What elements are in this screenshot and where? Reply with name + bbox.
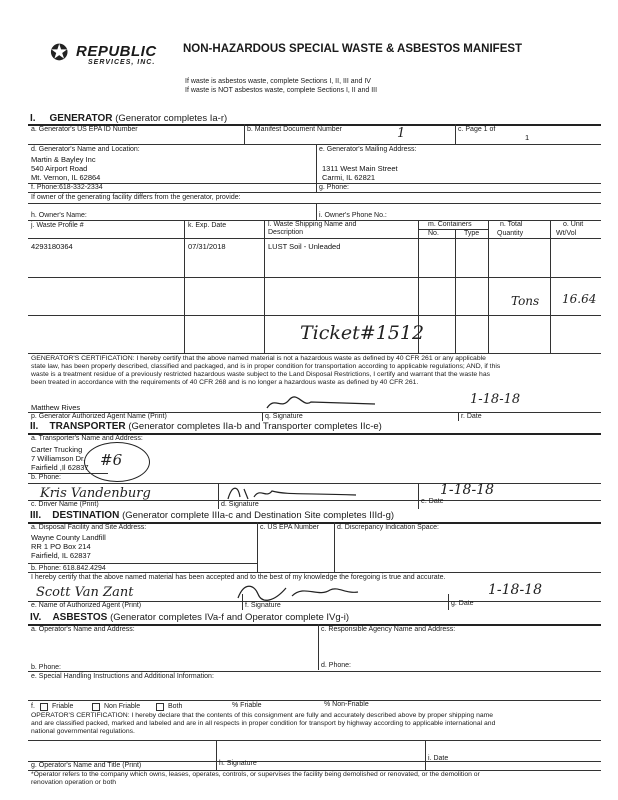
- generator-signature-label: q. Signature: [265, 413, 303, 420]
- owner-phone-label: i. Owner's Phone No.:: [319, 212, 387, 219]
- owner-name-label: h. Owner's Name:: [31, 212, 87, 219]
- handwritten-truck-number: #6: [100, 451, 123, 469]
- operator-certification: OPERATOR'S CERTIFICATION: I hereby declare that the contents of this consignment are fully and accurately described above by proper shipping name: [31, 712, 494, 719]
- percent-friable-label: % Friable: [232, 702, 262, 709]
- generator-certification: state law, has been properly described, classified and packaged, and is in proper condition for transportation according to applicable regulations; AND, if this: [31, 363, 501, 370]
- divider: [418, 483, 419, 509]
- divider: [455, 124, 456, 144]
- divider: [264, 220, 265, 353]
- destination-signature-label: f. Signature: [245, 602, 281, 609]
- divider: [316, 203, 317, 220]
- non-friable-checkbox[interactable]: [92, 703, 100, 711]
- transporter-signature-label: d. Signature: [221, 501, 259, 508]
- header-note-non-asbestos: If waste is NOT asbestos waste, complete Sections I, II and III: [185, 87, 378, 94]
- generator-phone-f: f. Phone:618-332-2334: [31, 184, 103, 191]
- logo-name: REPUBLIC: [76, 43, 157, 60]
- divider: [458, 412, 459, 421]
- operator-footnote: renovation operation or both: [31, 779, 117, 786]
- generator-certification: GENERATOR'S CERTIFICATION: I hereby certify that the above named material is not a hazardous waste as defined by 40 CFR 261 or any applicable: [31, 355, 486, 362]
- driver-name-label: c. Driver Name (Print): [31, 501, 99, 508]
- col-total-quantity-2: Quantity: [497, 230, 524, 237]
- operator-name-title-label: g. Operator's Name and Title (Print): [31, 762, 142, 769]
- destination-agent-label: e. Name of Authorized Agent (Print): [31, 602, 142, 609]
- responsible-agency-label: c. Responsible Agency Name and Address:: [321, 626, 456, 633]
- section-transporter-header: II. TRANSPORTER (Generator completes IIa-b and Transporter completes IIc-e): [30, 421, 382, 432]
- divider: [318, 624, 319, 670]
- manifest-number-value: 1: [397, 126, 406, 141]
- divider: [334, 522, 335, 572]
- operator-date-label: i. Date: [428, 755, 449, 762]
- divider: [418, 229, 488, 230]
- divider: [28, 572, 601, 573]
- divider: [262, 412, 263, 421]
- manifest-number-label: b. Manifest Document Number: [247, 126, 342, 133]
- transporter-date-value: 1-18-18: [440, 482, 494, 498]
- operator-certification: national governmental regulations.: [31, 728, 135, 735]
- destination-agent-value: Scott Van Zant: [36, 585, 134, 600]
- transporter-name-label: a. Transporter's Name and Address:: [31, 435, 143, 442]
- logo-subtitle: SERVICES, INC.: [88, 59, 156, 66]
- owner-note: If owner of the generating facility differs from the generator, provide:: [31, 194, 241, 201]
- waste-profile-value: 4293180364: [31, 242, 73, 251]
- generator-mailing-line: Carmi, IL 62821: [322, 173, 376, 182]
- col-shipping-name: l. Waste Shipping Name and: [268, 221, 357, 228]
- generator-phone-g: g. Phone:: [319, 184, 349, 191]
- both-label: Both: [168, 703, 183, 710]
- generator-signature: [265, 394, 385, 412]
- us-epa-number-label: c. US EPA Number: [260, 524, 320, 531]
- divider: [28, 671, 601, 672]
- friable-f-label: f.: [31, 703, 35, 710]
- generator-mailing-line: 1311 West Main Street: [322, 164, 398, 173]
- divider: [184, 220, 185, 353]
- disposal-line: RR 1 PO Box 214: [31, 542, 91, 551]
- generator-name-line: Martin & Bayley Inc: [31, 155, 96, 164]
- divider: [28, 563, 257, 564]
- section-generator-header: I. GENERATOR (Generator completes Ia-r): [30, 113, 228, 124]
- operator-certification: and are classified packed, marked and labeled and are in all respects in proper condition for transport by highway according to applicable international and: [31, 720, 496, 727]
- divider: [216, 740, 217, 770]
- generator-name-line: 540 Airport Road: [31, 164, 88, 173]
- section-destination-header: III. DESTINATION (Generator complete IIIa-c and Destination Site completes IIId-g): [30, 510, 395, 521]
- divider: [28, 277, 601, 278]
- divider: [28, 353, 601, 354]
- agency-phone-label: d. Phone:: [321, 662, 351, 669]
- divider: [28, 315, 601, 316]
- page-label: c. Page 1 of: [458, 126, 496, 133]
- handwritten-ticket: Ticket#1512: [300, 322, 425, 344]
- col-containers-type: Type: [464, 230, 480, 237]
- divider: [28, 192, 601, 193]
- operator-name-label: a. Operator's Name and Address:: [31, 626, 135, 633]
- operator-footnote: *Operator refers to the company which owns, leases, operates, controls, or supervises the facility being demolished or renovated, or the demolition or: [31, 771, 480, 778]
- generator-name-line: Mt. Vernon, IL 62864: [31, 173, 101, 182]
- generator-agent-value: Matthew Rives: [31, 403, 81, 412]
- star-logo-icon: ✪: [50, 40, 69, 65]
- divider: [257, 522, 258, 572]
- percent-non-friable-label: % Non-Friable: [324, 701, 369, 708]
- transporter-line: Carter Trucking: [31, 445, 83, 454]
- friable-checkbox[interactable]: [40, 703, 48, 711]
- generator-date-label: r. Date: [461, 413, 482, 420]
- divider: [316, 144, 317, 192]
- col-containers: m. Containers: [428, 221, 472, 228]
- col-containers-no: No.: [428, 230, 439, 237]
- divider: [488, 220, 489, 353]
- page-total-value: 1: [525, 133, 530, 142]
- generator-certification: waste is a treatment residue of a previously restricted hazardous waste subject to the Land Disposal Restrictions, I certify and warrant that the waste has: [31, 371, 491, 378]
- both-checkbox[interactable]: [156, 703, 164, 711]
- divider: [28, 700, 601, 701]
- disposal-facility-label: a. Disposal Facility and Site Address:: [31, 524, 147, 531]
- disposal-line: Wayne County Landfill: [31, 533, 106, 542]
- generator-agent-label: p. Generator Authorized Agent Name (Print): [31, 413, 167, 420]
- divider: [316, 183, 601, 184]
- generator-epa-id-label: a. Generator's US EPA ID Number: [31, 126, 138, 133]
- divider: [455, 229, 456, 353]
- transporter-line: Fairfield ,Il 62837: [31, 463, 89, 472]
- transporter-line: 7 Williamson Dr.: [31, 454, 86, 463]
- handwritten-tons: Tons: [511, 294, 540, 308]
- destination-date-label: g. Date: [451, 600, 474, 607]
- col-shipping-desc: Description: [268, 229, 304, 236]
- divider: [244, 124, 245, 144]
- discrepancy-label: d. Discrepancy Indication Space:: [337, 524, 439, 531]
- operator-signature-label: h. Signature: [219, 760, 257, 767]
- divider: [28, 203, 601, 204]
- col-waste-profile: j. Waste Profile #: [31, 222, 84, 229]
- divider: [28, 740, 601, 741]
- col-total-quantity: n. Total: [500, 221, 523, 228]
- destination-date-value: 1-18-18: [488, 582, 542, 598]
- handwritten-quantity: 16.64: [562, 292, 597, 306]
- divider: [550, 220, 551, 353]
- destination-certify: I hereby certify that the above named material has been accepted and to the best of my knowledge the foregoing is true and accurate.: [31, 574, 446, 581]
- divider: [448, 594, 449, 610]
- col-exp-date: k. Exp. Date: [188, 222, 227, 229]
- divider: [28, 144, 601, 145]
- manifest-title: NON-HAZARDOUS SPECIAL WASTE & ASBESTOS MANIFEST: [183, 43, 523, 55]
- friable-label: Friable: [52, 703, 74, 710]
- operator-phone-label: b. Phone:: [31, 664, 61, 671]
- transporter-phone: b. Phone:: [31, 474, 61, 481]
- header-note-asbestos: If waste is asbestos waste, complete Sections I, II, III and IV: [185, 78, 371, 85]
- divider: [218, 483, 219, 509]
- exp-date-value: 07/31/2018: [188, 242, 226, 251]
- divider: [425, 740, 426, 770]
- divider: [242, 594, 243, 610]
- republic-logo: [50, 42, 162, 70]
- special-handling-label: e. Special Handling Instructions and Additional Information:: [31, 673, 214, 680]
- divider: [28, 500, 601, 501]
- generator-name-label: d. Generator's Name and Location:: [31, 146, 140, 153]
- col-unit-2: Wt/Vol: [556, 230, 577, 237]
- transporter-date-label: e. Date: [421, 498, 444, 505]
- col-unit: o. Unit: [563, 221, 584, 228]
- generator-certification: been treated in accordance with the requirements of 40 CFR 268 and is no longer a hazardous waste as defined by 40 CFR 261.: [31, 379, 419, 386]
- non-friable-label: Non Friable: [104, 703, 141, 710]
- driver-name-value: Kris Vandenburg: [40, 486, 151, 501]
- generator-date-value: 1-18-18: [470, 392, 521, 407]
- disposal-phone: b. Phone: 618.842.4294: [31, 565, 106, 572]
- section-asbestos-header: IV. ASBESTOS (Generator completes IVa-f and Operator complete IVg-i): [30, 612, 350, 623]
- generator-mailing-label: e. Generator's Mailing Address:: [319, 146, 417, 153]
- divider: [28, 238, 601, 239]
- waste-description-value: LUST Soil - Unleaded: [268, 242, 341, 251]
- disposal-line: Fairfield, IL 62837: [31, 551, 91, 560]
